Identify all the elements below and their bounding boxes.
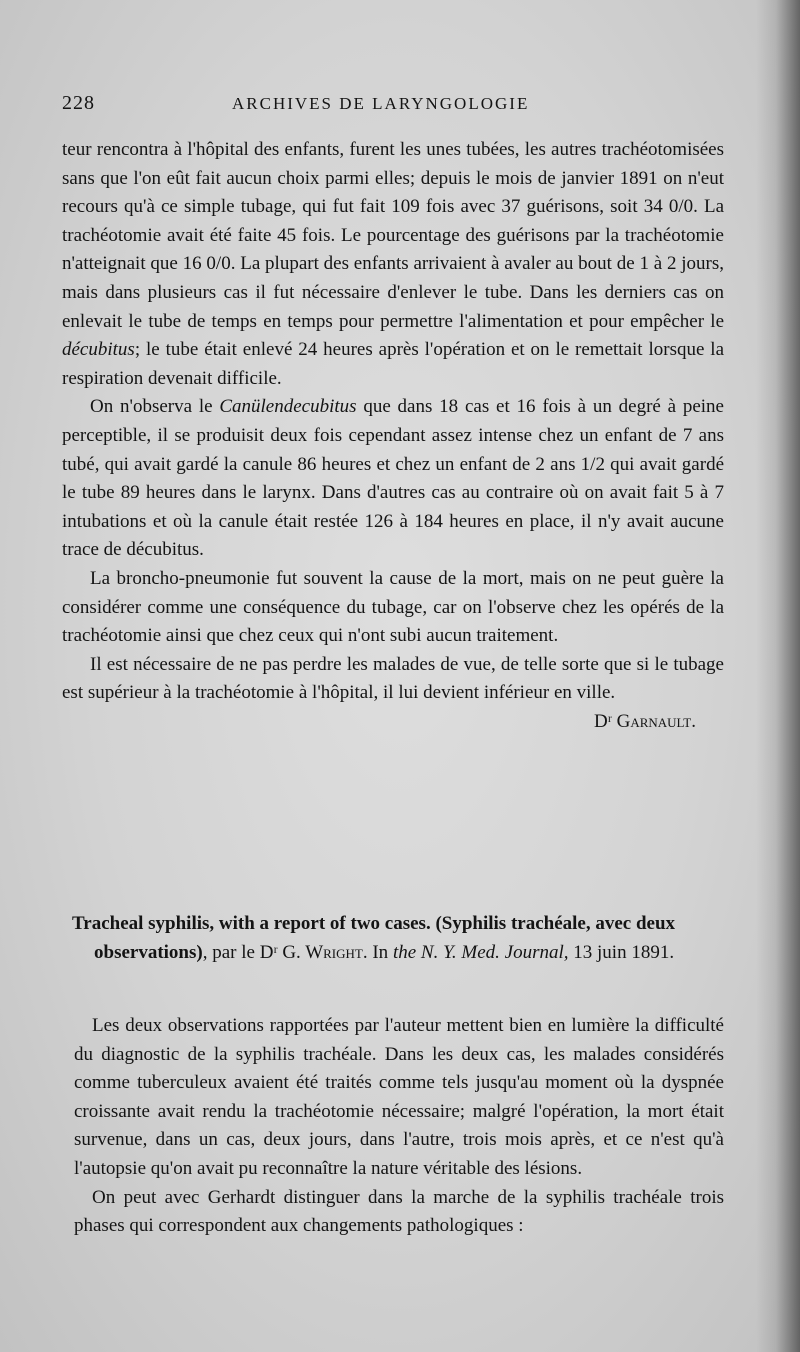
author-signature xyxy=(594,708,724,737)
paragraph-conclusion xyxy=(62,651,724,708)
paragraph-text: On n'observa le xyxy=(90,396,220,418)
review-author: G. Wright xyxy=(282,941,363,963)
signature-name: Garnault. xyxy=(616,710,696,732)
paragraph-gerhardt-phases: On peut avec Gerhardt distinguer dans la marche de la syphilis trachéale trois phases qui correspondent aux changements pathologiques : xyxy=(74,1186,724,1237)
paragraph-text: teur rencontra à l'hôpital des enfants, furent les unes tubées, les autres trachéotomisées sans que l'on eût fait aucun choix parmi elles; depuis le mois de janvier 1891 on n'eut recours qu'à ce simple tubage, qui fut fait 109 fois avec 37 guérisons, soit 34 0/0. La trachéotomie avait été faite 45 fois. Le pourcentage des guérisons par la trachéotomie n'atteignait que 16 0/0. La plupart des enfants arrivaient à avaler au bout de 1 à 2 jours, mais dans plusieurs cas il fut nécessaire d'enlever le tube. Dans les derniers cas on enlevait le tube de temps en temps pour permettre l'alimentation et pour empêcher le xyxy=(62,139,724,332)
review-date: 13 juin 1891. xyxy=(568,941,675,963)
review-heading xyxy=(72,910,749,967)
italic-term: Canülendecubitus xyxy=(219,396,357,418)
paragraph-text: Il est nécessaire de ne pas perdre les malades de vue, de telle sorte que si le tubage est supérieur à la trachéotomie à l'hôpital, il lui devient inférieur en ville. xyxy=(62,653,724,704)
paragraph-diagnosis: Les deux observations rapportées par l'auteur mettent bien en lumière la difficulté du diagnostic de la syphilis trachéale. Dans les deux cas, les malades considérés comme tuberculeux avaient été traités comme tels jusqu'au moment où la dyspnée croissante avait rendu la trachéotomie nécessaire; malgré l'opération, la mort était survenue, dans un cas, deux jours, dans l'autre, trois mois après, et ce n'est qu'à l'autopsie qu'on avait pu reconnaître la nature véritable des lésions. xyxy=(74,1015,724,1179)
page-header xyxy=(62,92,722,122)
paragraph-bronchopneumonia: La broncho-pneumonie fut souvent la cause de la mort, mais on ne peut guère la considérer comme une conséquence du tubage, car on l'observe chez les opérés de la trachéotomie ainsi que chez ceux qui n'ont subi aucun traitement. xyxy=(62,567,724,647)
italic-term: décubitus xyxy=(62,339,135,361)
tracheal-syphilis-review xyxy=(74,1012,724,1241)
paragraph-intubation-results xyxy=(62,136,724,393)
paragraph-text: que dans 18 cas et 16 fois à un degré à peine perceptible, il se produisit deux fois cependant assez intense chez un enfant de 7 ans tubé, qui avait gardé la canule 86 heures et chez un enfant de 2 ans 1/2 qui avait gardé le tube 89 heures dans le larynx. Dans d'autres cas au contraire où on avait fait 5 à 7 intubations et où la canule était restée 126 à 184 heures en place, il n'y avait aucune trace de décubitus. xyxy=(62,396,724,561)
page-number: 228 xyxy=(62,92,95,114)
running-title: ARCHIVES DE LARYNGOLOGIE xyxy=(232,94,530,113)
paragraph-text: ; le tube était enlevé 24 heures après l'opération et on le remettait lorsque la respiration devenait difficile. xyxy=(62,339,724,389)
laryngology-article-continuation xyxy=(62,136,724,736)
review-author-prefix: Dʳ xyxy=(259,941,278,963)
signature-prefix: Dʳ xyxy=(594,710,612,732)
review-by: , par le xyxy=(202,941,260,963)
signature-line xyxy=(62,708,724,737)
paragraph-decubitus xyxy=(62,393,724,565)
review-title: Tracheal syphilis, with a report of two cases. (Syphilis trachéale, avec deux observations) xyxy=(72,913,676,963)
review-in: . In xyxy=(362,941,393,963)
review-journal: the N. Y. Med. Journal, xyxy=(392,941,569,963)
page-edge-shadow xyxy=(756,0,800,1352)
